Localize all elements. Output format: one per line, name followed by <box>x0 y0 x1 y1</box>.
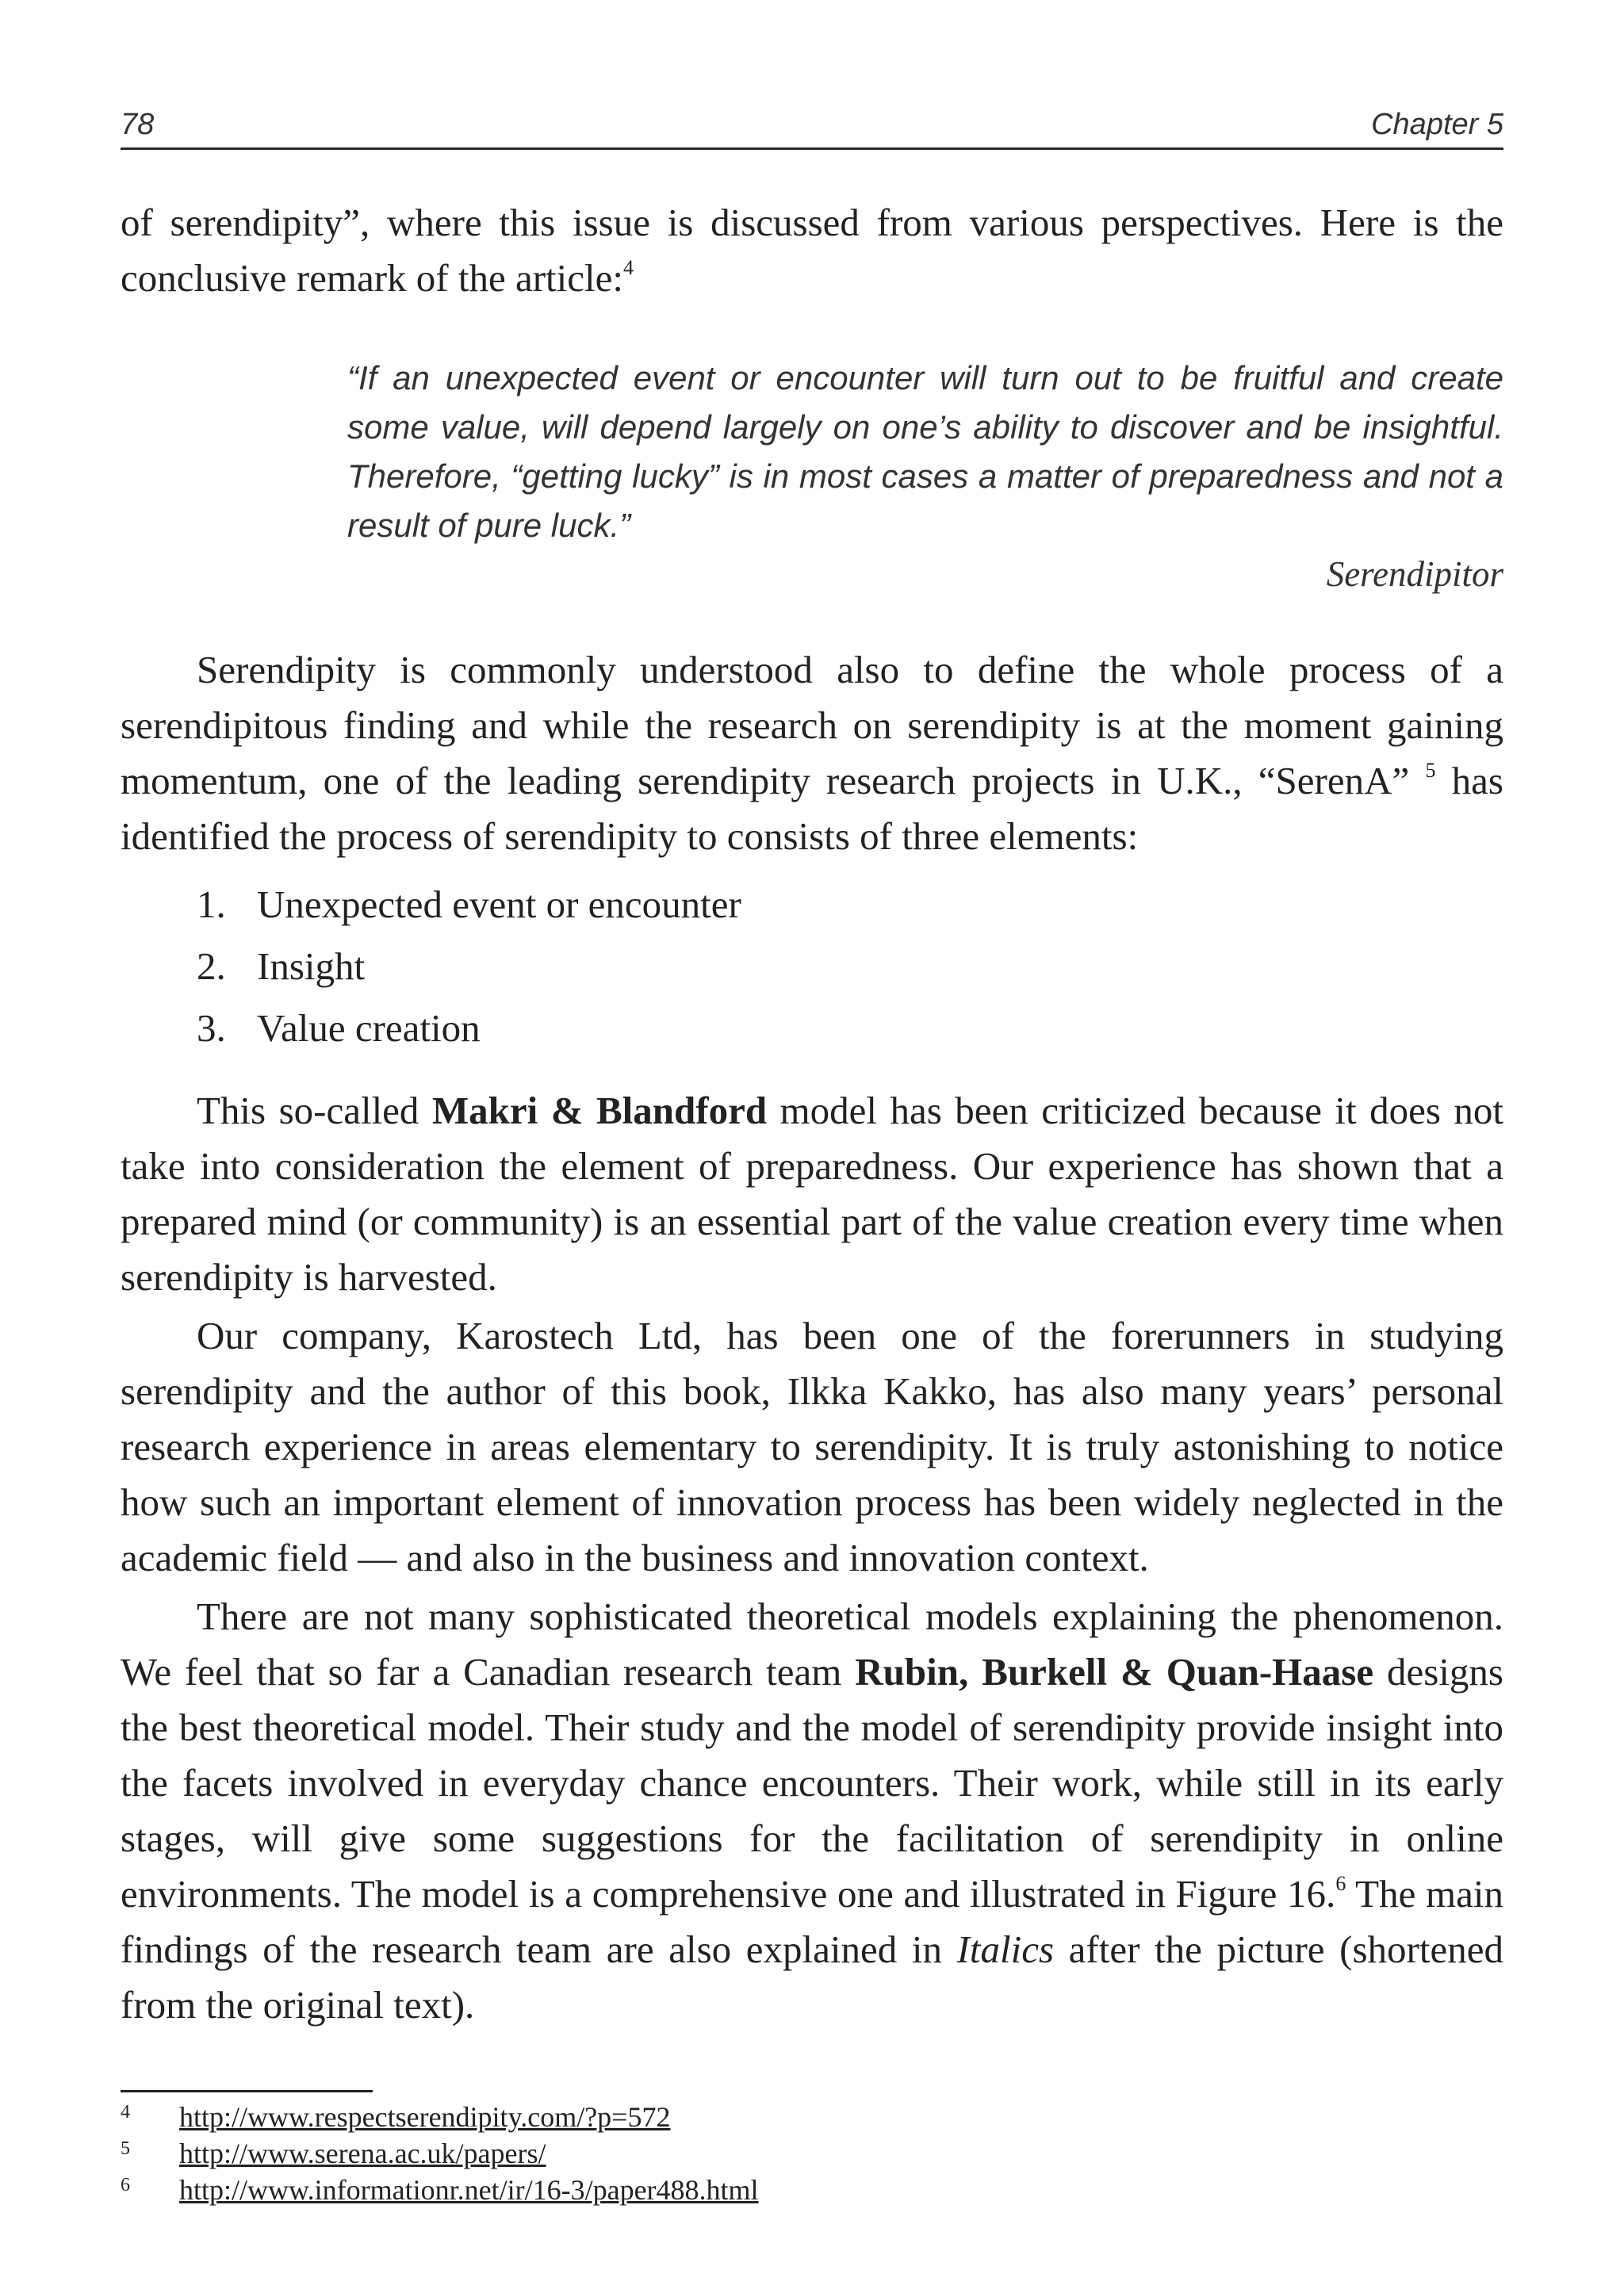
quote-text: “If an unexpected event or encounter will turn out to be fruitful and create some value, will depend largely on one’s ability to discover and be insightful. Therefore, “getting lucky” is in most cases a matter of preparedness and not a result of pure luck.” <box>347 359 1503 544</box>
footnote <box>121 2135 1503 2172</box>
block-quote <box>347 354 1503 598</box>
footnote-link[interactable]: http://www.serena.ac.uk/papers/ <box>179 2138 546 2169</box>
list-item: 1. Unexpected event or encounter <box>197 882 741 926</box>
footnote-ref[interactable]: 4 <box>623 255 634 279</box>
list-item: 3. Value creation <box>197 1006 481 1050</box>
footnote-ref[interactable]: 5 <box>1425 758 1436 782</box>
model-name: Makri & Blandford <box>431 1089 768 1132</box>
footnote-ref[interactable]: 6 <box>1335 1871 1346 1895</box>
italics-word: Italics <box>956 1927 1055 1971</box>
body-text <box>121 195 1503 2033</box>
footnote-divider <box>121 2090 373 2092</box>
footnote-link[interactable]: http://www.respectserendipity.com/?p=572 <box>179 2101 671 2133</box>
footnote <box>121 2172 1503 2208</box>
page-number: 78 <box>121 108 155 141</box>
process-paragraph: Serendipity is commonly understood also to define the whole process of a serendipitous finding and while the research on serendipity is at the moment gaining momentum, one of the leading serendipity research projects in U.K., “SerenA” $^5$ has identified the process of serendipity to consists of three elements: <box>121 648 1503 858</box>
models-paragraph: There are not many sophisticated theoretical models explaining the phenomenon. We feel that so far a Canadian research team Rubin, Burkell & Quan-Haase designs the best theoretical model. Their study and the model of serendipity provide insight into the facets involved in everyday chance encounters. Their work, while still in its early stages, will give some suggestions for the facilitation of serendipity in online environments. The model is a comprehensive one and illustrated in Figure 16.$^6$ The main findings of the research team are also explained in Italics after the picture (shortened from the original text). <box>121 1594 1503 2027</box>
footnote-number: 5 <box>121 2138 130 2159</box>
footnote-link[interactable]: http://www.informationr.net/ir/16-3/paper488.html <box>179 2174 759 2206</box>
footnotes <box>121 2090 1503 2208</box>
elements-list <box>121 874 1503 1059</box>
model-criticism-paragraph: This so-called Makri & Blandford model has been criticized because it does not take into consideration the element of preparedness. Our experience has shown that a prepared mind (or community) is an essential part of the value creation every time when serendipity is harvested. <box>121 1089 1503 1299</box>
running-header <box>121 106 1503 150</box>
list-item: 2. Insight <box>197 944 366 988</box>
footnote <box>121 2099 1503 2135</box>
chapter-title: Chapter 5 <box>1371 108 1503 141</box>
footnote-number: 4 <box>121 2102 130 2123</box>
research-team-name: Rubin, Burkell & Quan-Haase <box>855 1650 1374 1694</box>
company-paragraph: Our company, Karostech Ltd, has been one of the forerunners in studying serendipity and the author of this book, Ilkka Kakko, has also many years’ personal research experience in areas elementary to serendipity. It is truly astonishing to notice how such an important element of innovation process has been widely neglected in the academic field — and also in the business and innovation context. <box>121 1314 1503 1579</box>
quote-attribution: Serendipitor <box>1326 554 1503 594</box>
intro-paragraph: of serendipity”, where this issue is discussed from various perspectives. Here is the conclusive remark of the article:$^4$ <box>121 201 1503 300</box>
footnote-number: 6 <box>121 2175 130 2195</box>
